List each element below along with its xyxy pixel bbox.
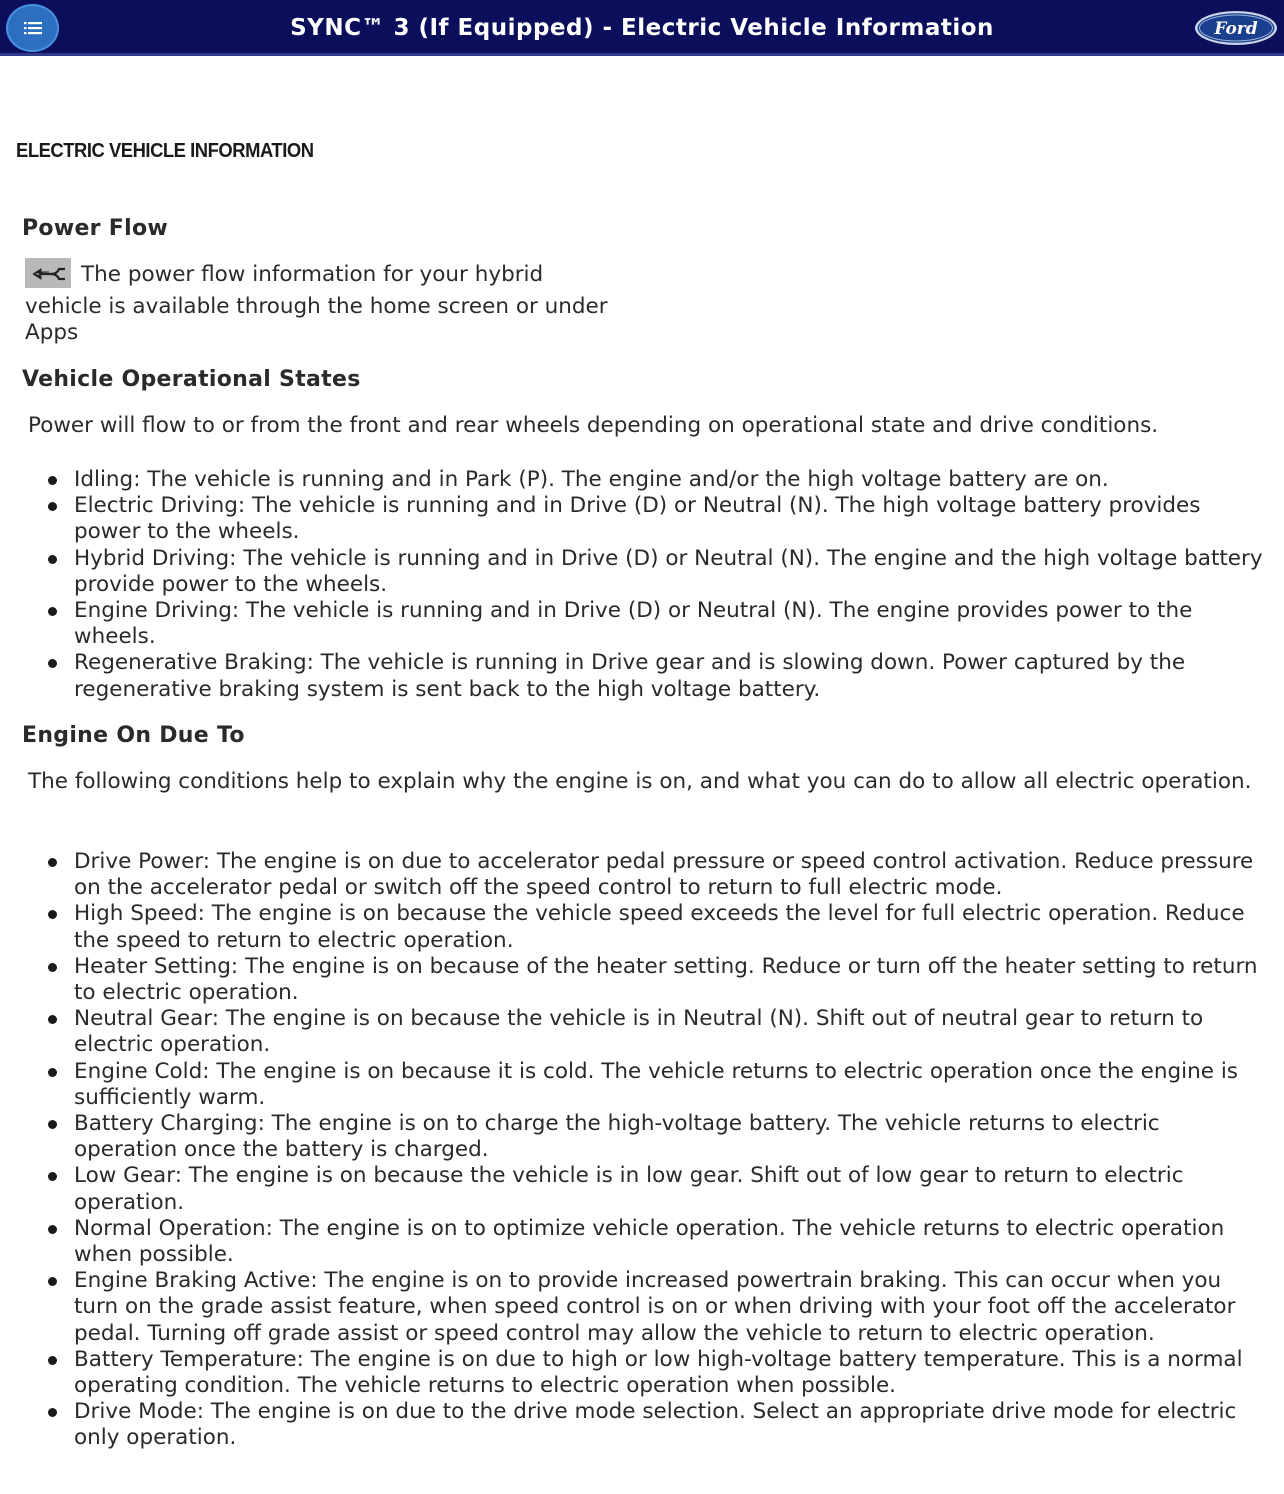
section-title-operational-states: Vehicle Operational States bbox=[22, 367, 361, 392]
list-item: Low Gear: The engine is on because the vehicle is in low gear. Shift out of low gear to return to electric operation. bbox=[74, 1163, 1268, 1215]
list-item: Drive Power: The engine is on due to accelerator pedal pressure or speed control activation. Reduce pressure on the accelerator pedal or switch off the speed control to return to full electric mode. bbox=[74, 849, 1268, 901]
list-item: Engine Braking Active: The engine is on to provide increased powertrain braking. This can occur when you turn on the grade assist feature, when speed control is on or when driving with your foot off the accelerator pedal. Turning off grade assist or speed control may allow the vehicle to return to electric operation. bbox=[74, 1268, 1268, 1347]
list-item: Heater Setting: The engine is on because of the heater setting. Reduce or turn off the heater setting to return to electric operation. bbox=[74, 954, 1268, 1006]
list-item: Idling: The vehicle is running and in Park (P). The engine and/or the high voltage battery are on. bbox=[74, 467, 1268, 493]
page-title: SYNC™ 3 (If Equipped) - Electric Vehicle Information bbox=[290, 15, 994, 41]
power-flow-line-3: Apps bbox=[25, 320, 79, 345]
power-flow-line-2: vehicle is available through the home screen or under bbox=[25, 294, 608, 319]
section-title-engine-on: Engine On Due To bbox=[22, 723, 245, 748]
power-flow-line-1-text: The power flow information for your hybrid bbox=[81, 262, 544, 287]
section-title-power-flow: Power Flow bbox=[22, 216, 168, 241]
engine-on-intro: The following conditions help to explain why the engine is on, and what you can do to allow all electric operation. bbox=[28, 769, 1252, 794]
list-item: Drive Mode: The engine is on due to the drive mode selection. Select an appropriate drive mode for electric only operation. bbox=[74, 1399, 1268, 1451]
list-item: Battery Charging: The engine is on to charge the high-voltage battery. The vehicle returns to electric operation once the battery is charged. bbox=[74, 1111, 1268, 1163]
operational-states-list bbox=[28, 467, 1268, 703]
ford-logo-icon[interactable] bbox=[1194, 10, 1278, 46]
list-item: Neutral Gear: The engine is on because the vehicle is in Neutral (N). Shift out of neutral gear to return to electric operation. bbox=[74, 1006, 1268, 1058]
list-item: Normal Operation: The engine is on to optimize vehicle operation. The vehicle returns to electric operation when possible. bbox=[74, 1216, 1268, 1268]
engine-on-list bbox=[28, 849, 1268, 1452]
list-item: Battery Temperature: The engine is on due to high or low high-voltage battery temperature. This is a normal operating condition. The vehicle returns to electric operation when possible. bbox=[74, 1347, 1268, 1399]
list-item: Engine Driving: The vehicle is running and in Drive (D) or Neutral (N). The engine provides power to the wheels. bbox=[74, 598, 1268, 650]
page-heading: ELECTRIC VEHICLE INFORMATION bbox=[16, 140, 314, 162]
list-item: Electric Driving: The vehicle is running and in Drive (D) or Neutral (N). The high voltage battery provides power to the wheels. bbox=[74, 493, 1268, 545]
list-item: Hybrid Driving: The vehicle is running and in Drive (D) or Neutral (N). The engine and the high voltage battery provide power to the wheels. bbox=[74, 546, 1268, 598]
power-flow-line-1 bbox=[25, 258, 665, 292]
list-item: Regenerative Braking: The vehicle is running in Drive gear and is slowing down. Power captured by the regenerative braking system is sent back to the high voltage battery. bbox=[74, 650, 1268, 702]
ford-logo-text: Ford bbox=[1214, 19, 1258, 39]
list-item: High Speed: The engine is on because the vehicle speed exceeds the level for full electric operation. Reduce the speed to return to electric operation. bbox=[74, 901, 1268, 953]
operational-states-intro: Power will flow to or from the front and rear wheels depending on operational state and drive conditions. bbox=[28, 413, 1159, 438]
power-flow-text bbox=[25, 258, 665, 345]
top-bar bbox=[0, 0, 1284, 56]
list-item: Engine Cold: The engine is on because it is cold. The vehicle returns to electric operation once the engine is sufficiently warm. bbox=[74, 1059, 1268, 1111]
power-flow-icon bbox=[25, 258, 71, 288]
